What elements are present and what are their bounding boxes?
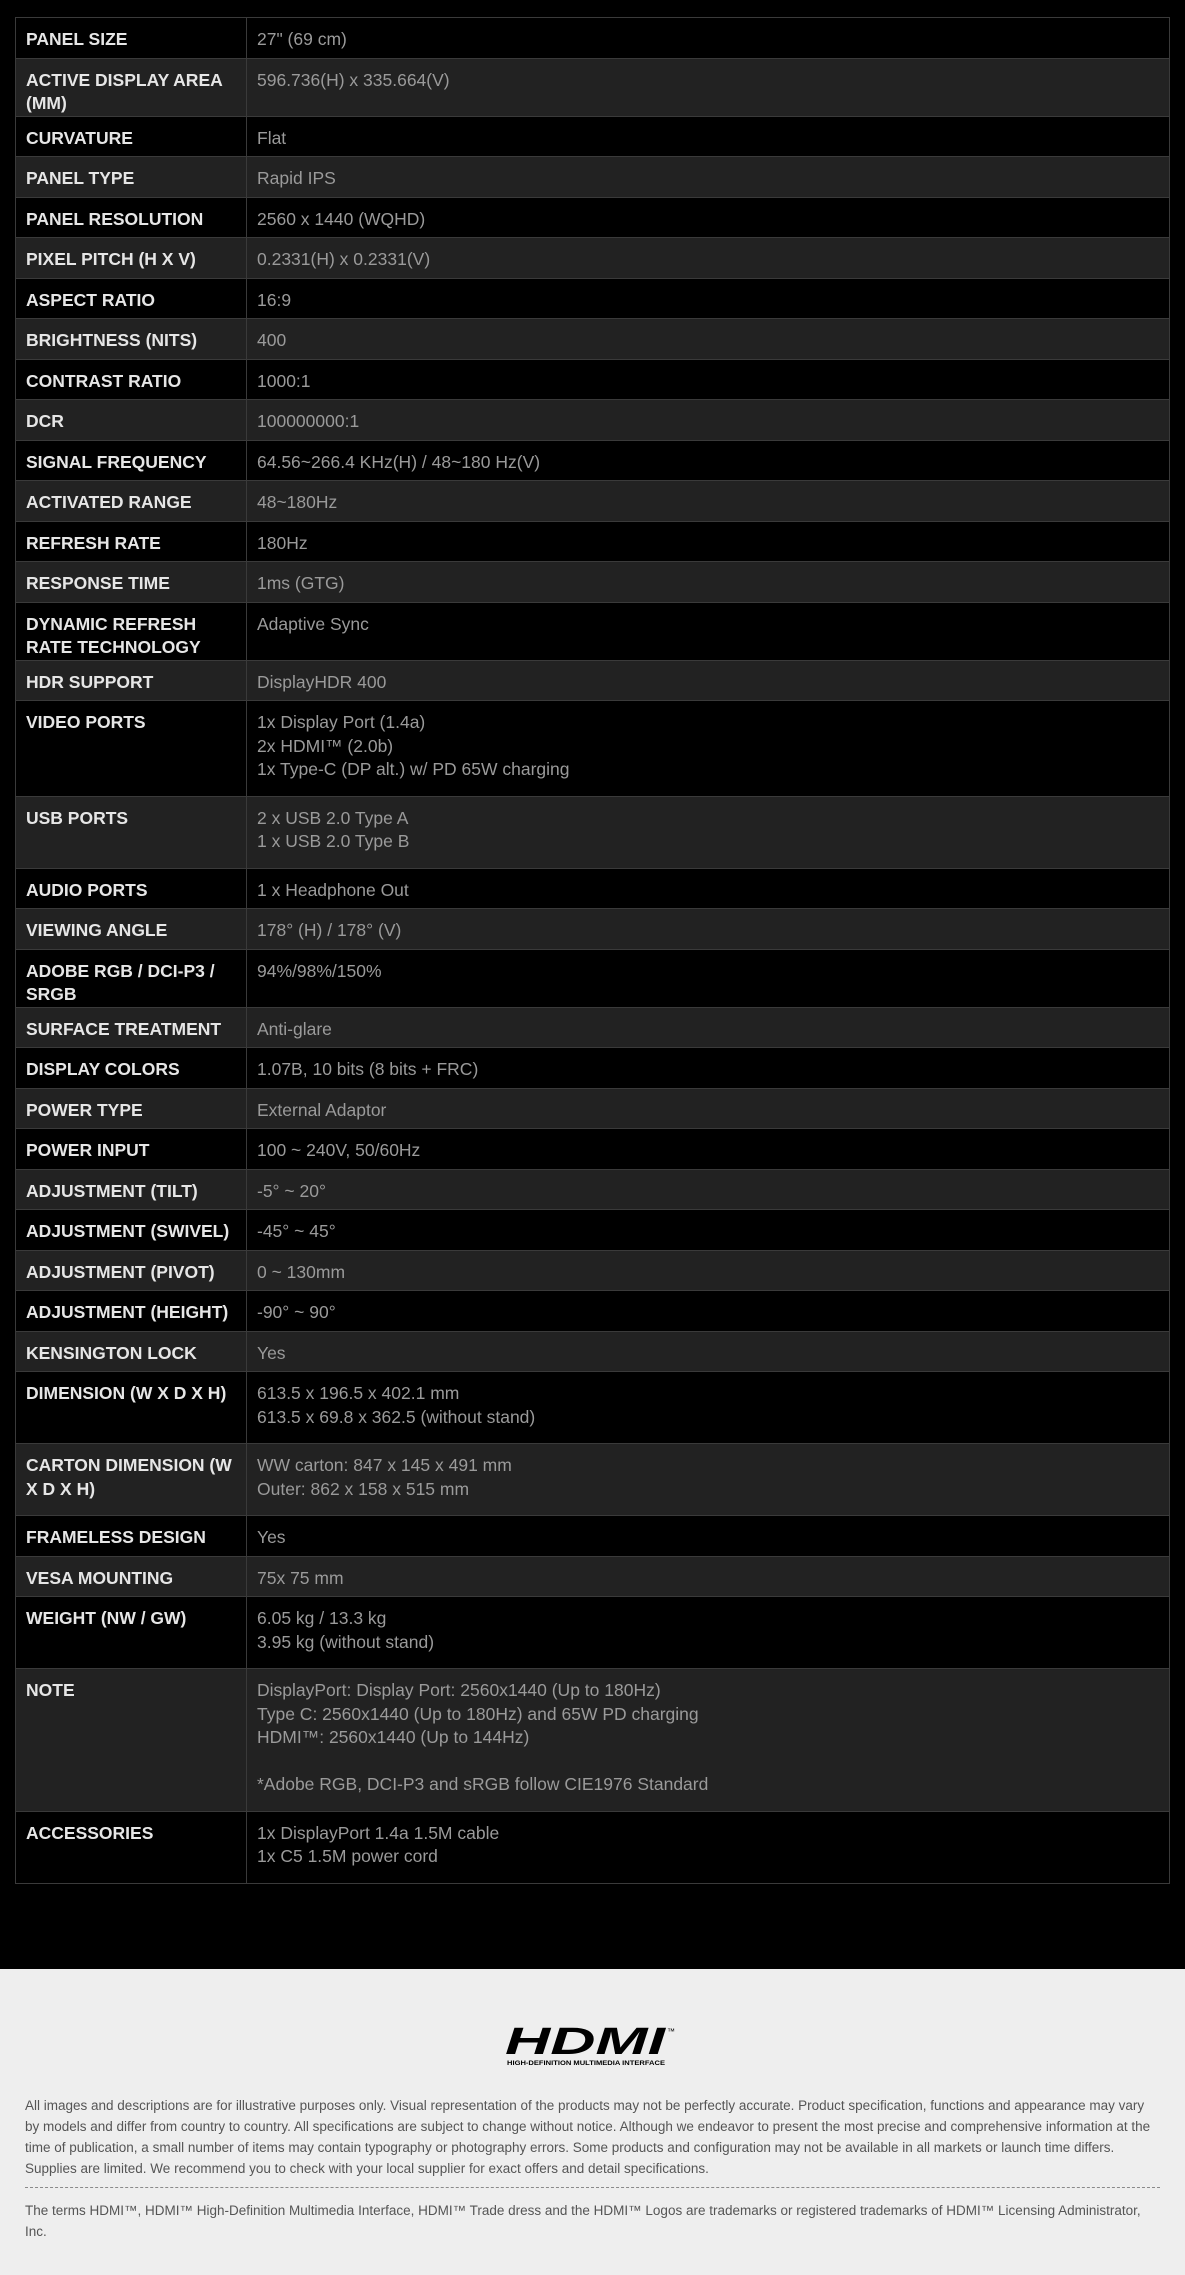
- spec-value: [247, 238, 1170, 279]
- spec-row: [16, 197, 1170, 238]
- spec-value-line: 1 x USB 2.0 Type B: [257, 831, 410, 851]
- spec-value: [247, 909, 1170, 950]
- spec-value: [247, 1669, 1170, 1812]
- hdmi-logo-text: HDMI: [505, 2024, 668, 2063]
- spec-label: CARTON DIMENSION (W X D X H): [16, 1444, 247, 1516]
- spec-row: [16, 238, 1170, 279]
- spec-value: [247, 660, 1170, 701]
- spec-label: POWER INPUT: [16, 1129, 247, 1170]
- spec-value: [247, 440, 1170, 481]
- spec-row: [16, 1597, 1170, 1669]
- spec-value: [247, 1169, 1170, 1210]
- spec-value-line: 596.736(H) x 335.664(V): [257, 69, 450, 90]
- spec-value-line: 613.5 x 196.5 x 402.1 mm: [257, 1383, 460, 1403]
- spec-row: [16, 359, 1170, 400]
- spec-label: BRIGHTNESS (NITS): [16, 319, 247, 360]
- spec-row: [16, 562, 1170, 603]
- spec-label: PANEL SIZE: [16, 18, 247, 59]
- hdmi-logo-tagline: HIGH-DEFINITION MULTIMEDIA INTERFACE: [507, 2061, 665, 2067]
- spec-value-line: 1.07B, 10 bits (8 bits + FRC): [257, 1059, 479, 1079]
- spec-value: [247, 319, 1170, 360]
- spec-value: [247, 1444, 1170, 1516]
- spec-row: [16, 440, 1170, 481]
- spec-value-line: Adaptive Sync: [257, 613, 369, 634]
- spec-value: [247, 1210, 1170, 1251]
- spec-value: [247, 116, 1170, 157]
- spec-value-line: -90° ~ 90°: [257, 1302, 336, 1322]
- spec-value-line: 3.95 kg (without stand): [257, 1631, 435, 1652]
- spec-label: SURFACE TREATMENT: [16, 1007, 247, 1048]
- spec-row: [16, 909, 1170, 950]
- spec-value-line: [257, 1750, 1159, 1774]
- spec-row: [16, 1444, 1170, 1516]
- spec-value: [247, 796, 1170, 868]
- spec-value: [247, 1372, 1170, 1444]
- spec-row: [16, 278, 1170, 319]
- spec-value-line: 6.05 kg / 13.3 kg: [257, 1608, 387, 1628]
- spec-value: [247, 1129, 1170, 1170]
- spec-value-line: Yes: [257, 1527, 286, 1547]
- spec-value-line: External Adaptor: [257, 1099, 387, 1120]
- spec-label: CONTRAST RATIO: [16, 359, 247, 400]
- spec-value: [247, 481, 1170, 522]
- spec-value: [247, 1811, 1170, 1883]
- spec-label: ADJUSTMENT (SWIVEL): [16, 1210, 247, 1251]
- spec-label: ACTIVE DISPLAY AREA (MM): [16, 58, 247, 116]
- spec-value: [247, 58, 1170, 116]
- spec-label: FRAMELESS DESIGN: [16, 1516, 247, 1557]
- footer-divider: [25, 2187, 1160, 2188]
- spec-value: [247, 868, 1170, 909]
- spec-row: [16, 157, 1170, 198]
- spec-label: ADJUSTMENT (TILT): [16, 1169, 247, 1210]
- spec-value-line: 1x DisplayPort 1.4a 1.5M cable: [257, 1822, 500, 1843]
- spec-value: [247, 949, 1170, 1007]
- spec-row: [16, 1331, 1170, 1372]
- spec-value-line: 1 x Headphone Out: [257, 879, 409, 900]
- spec-row: [16, 481, 1170, 522]
- spec-value-line: 94%/98%/150%: [257, 960, 382, 981]
- spec-value-line: 1000:1: [257, 370, 311, 391]
- spec-row: [16, 18, 1170, 59]
- spec-label: ADOBE RGB / DCI-P3 / SRGB: [16, 949, 247, 1007]
- spec-label: WEIGHT (NW / GW): [16, 1597, 247, 1669]
- spec-value-line: 180Hz: [257, 532, 308, 553]
- spec-row: [16, 116, 1170, 157]
- spec-value: [247, 278, 1170, 319]
- spec-label: ACCESSORIES: [16, 1811, 247, 1883]
- spec-value: [247, 1556, 1170, 1597]
- spec-value-line: 0 ~ 130mm: [257, 1261, 346, 1282]
- spec-row: [16, 868, 1170, 909]
- spec-value-line: 27" (69 cm): [257, 29, 347, 49]
- spec-label: ADJUSTMENT (PIVOT): [16, 1250, 247, 1291]
- spec-value: [247, 1291, 1170, 1332]
- spec-row: [16, 1669, 1170, 1812]
- spec-value: [247, 1088, 1170, 1129]
- spec-row: [16, 521, 1170, 562]
- spec-row: [16, 1169, 1170, 1210]
- spec-value-line: 16:9: [257, 289, 292, 310]
- spec-value-line: 2x HDMI™ (2.0b): [257, 735, 394, 756]
- spec-value-line: 64.56~266.4 KHz(H) / 48~180 Hz(V): [257, 451, 541, 472]
- spec-value-line: 1x Type-C (DP alt.) w/ PD 65W charging: [257, 759, 570, 779]
- spec-value-line: DisplayHDR 400: [257, 671, 387, 692]
- spec-row: [16, 1048, 1170, 1089]
- hdmi-logo: [505, 2024, 677, 2068]
- spec-row: [16, 400, 1170, 441]
- spec-value: [247, 1331, 1170, 1372]
- spec-row: [16, 949, 1170, 1007]
- footer: [0, 1969, 1185, 2275]
- spec-value: [247, 602, 1170, 660]
- spec-value-line: *Adobe RGB, DCI-P3 and sRGB follow CIE1976 Standard: [257, 1774, 709, 1794]
- spec-label: REFRESH RATE: [16, 521, 247, 562]
- spec-table-body: [16, 18, 1170, 1884]
- spec-label: NOTE: [16, 1669, 247, 1812]
- spec-label: DISPLAY COLORS: [16, 1048, 247, 1089]
- spec-value: [247, 1597, 1170, 1669]
- spec-value-line: -5° ~ 20°: [257, 1180, 326, 1201]
- spec-row: [16, 660, 1170, 701]
- spec-label: ASPECT RATIO: [16, 278, 247, 319]
- spec-value-line: -45° ~ 45°: [257, 1221, 336, 1241]
- spec-value: [247, 1516, 1170, 1557]
- spec-value-line: 1x Display Port (1.4a): [257, 712, 426, 732]
- spec-value-line: HDMI™: 2560x1440 (Up to 144Hz): [257, 1727, 530, 1747]
- spec-value: [247, 521, 1170, 562]
- spec-label: HDR SUPPORT: [16, 660, 247, 701]
- hdmi-logo-tm: ™: [667, 2027, 675, 2036]
- spec-label: PANEL RESOLUTION: [16, 197, 247, 238]
- spec-value-line: 613.5 x 69.8 x 362.5 (without stand): [257, 1406, 536, 1427]
- spec-value-line: Flat: [257, 127, 287, 148]
- disclaimer-text: All images and descriptions are for illustrative purposes only. Visual representation of the products may not be perfectly accurate. Product specification, functions and appearance may vary by models and differ from country to country. All specifications are subject to change without notice. Although we endeavor to present the most precise and comprehensive information at the time of publication, a small number of items may contain typography or photography errors. Some products and configuration may not be available in all markets or launch time differs. Supplies are limited. We recommend you to check with your local supplier for exact offers and detail specifications.: [25, 2098, 1151, 2176]
- trademark-text: The terms HDMI™, HDMI™ High-Definition Multimedia Interface, HDMI™ Trade dress and the HDMI™ Logos are trademarks or registered trademarks of HDMI™ Licensing Administrator, Inc.: [25, 2203, 1141, 2239]
- spec-value: [247, 1250, 1170, 1291]
- spec-value-line: 48~180Hz: [257, 492, 338, 512]
- spec-value: [247, 701, 1170, 797]
- spec-label: DCR: [16, 400, 247, 441]
- spec-row: [16, 1088, 1170, 1129]
- spec-label: RESPONSE TIME: [16, 562, 247, 603]
- spec-value-line: 1x C5 1.5M power cord: [257, 1846, 438, 1866]
- spec-row: [16, 1007, 1170, 1048]
- spec-label: ACTIVATED RANGE: [16, 481, 247, 522]
- spec-row: [16, 1556, 1170, 1597]
- spec-row: [16, 1811, 1170, 1883]
- spec-value: [247, 197, 1170, 238]
- spec-label: VIDEO PORTS: [16, 701, 247, 797]
- spec-label: ADJUSTMENT (HEIGHT): [16, 1291, 247, 1332]
- spec-row: [16, 58, 1170, 116]
- spec-value: [247, 562, 1170, 603]
- spec-row: [16, 796, 1170, 868]
- spec-label: VIEWING ANGLE: [16, 909, 247, 950]
- spec-value-line: DisplayPort: Display Port: 2560x1440 (Up to 180Hz): [257, 1680, 661, 1700]
- spec-value-line: Yes: [257, 1342, 286, 1363]
- spec-label: SIGNAL FREQUENCY: [16, 440, 247, 481]
- spec-label: VESA MOUNTING: [16, 1556, 247, 1597]
- spec-value-line: 2 x USB 2.0 Type A: [257, 807, 409, 828]
- spec-row: [16, 1129, 1170, 1170]
- spec-value-line: 0.2331(H) x 0.2331(V): [257, 249, 431, 269]
- spec-value-line: 400: [257, 330, 287, 350]
- spec-value-line: Outer: 862 x 158 x 515 mm: [257, 1478, 470, 1499]
- spec-row: [16, 319, 1170, 360]
- spec-label: POWER TYPE: [16, 1088, 247, 1129]
- spec-label: CURVATURE: [16, 116, 247, 157]
- spec-row: [16, 602, 1170, 660]
- spec-label: DYNAMIC REFRESH RATE TECHNOLOGY: [16, 602, 247, 660]
- spec-value-line: Rapid IPS: [257, 168, 336, 188]
- spec-value-line: 1ms (GTG): [257, 573, 345, 593]
- spec-label: USB PORTS: [16, 796, 247, 868]
- spec-label: KENSINGTON LOCK: [16, 1331, 247, 1372]
- spec-label: DIMENSION (W X D X H): [16, 1372, 247, 1444]
- spec-value-line: Anti-glare: [257, 1018, 332, 1039]
- spec-row: [16, 701, 1170, 797]
- spec-value: [247, 359, 1170, 400]
- spec-row: [16, 1372, 1170, 1444]
- spec-label: AUDIO PORTS: [16, 868, 247, 909]
- spec-value: [247, 1048, 1170, 1089]
- spec-value-line: 100000000:1: [257, 411, 360, 431]
- spec-table: [15, 17, 1170, 1884]
- spec-label: PIXEL PITCH (H X V): [16, 238, 247, 279]
- spec-value: [247, 400, 1170, 441]
- spec-value: [247, 157, 1170, 198]
- spec-value-line: Type C: 2560x1440 (Up to 180Hz) and 65W PD charging: [257, 1703, 699, 1724]
- spec-row: [16, 1210, 1170, 1251]
- spec-value: [247, 1007, 1170, 1048]
- spec-label: PANEL TYPE: [16, 157, 247, 198]
- spec-value: [247, 18, 1170, 59]
- spec-value-line: 75x 75 mm: [257, 1567, 344, 1588]
- spec-row: [16, 1291, 1170, 1332]
- spec-row: [16, 1250, 1170, 1291]
- spec-value-line: 2560 x 1440 (WQHD): [257, 208, 426, 229]
- spec-value-line: 100 ~ 240V, 50/60Hz: [257, 1140, 421, 1160]
- spec-value-line: 178° (H) / 178° (V): [257, 920, 402, 940]
- spec-value-line: WW carton: 847 x 145 x 491 mm: [257, 1455, 512, 1475]
- spec-row: [16, 1516, 1170, 1557]
